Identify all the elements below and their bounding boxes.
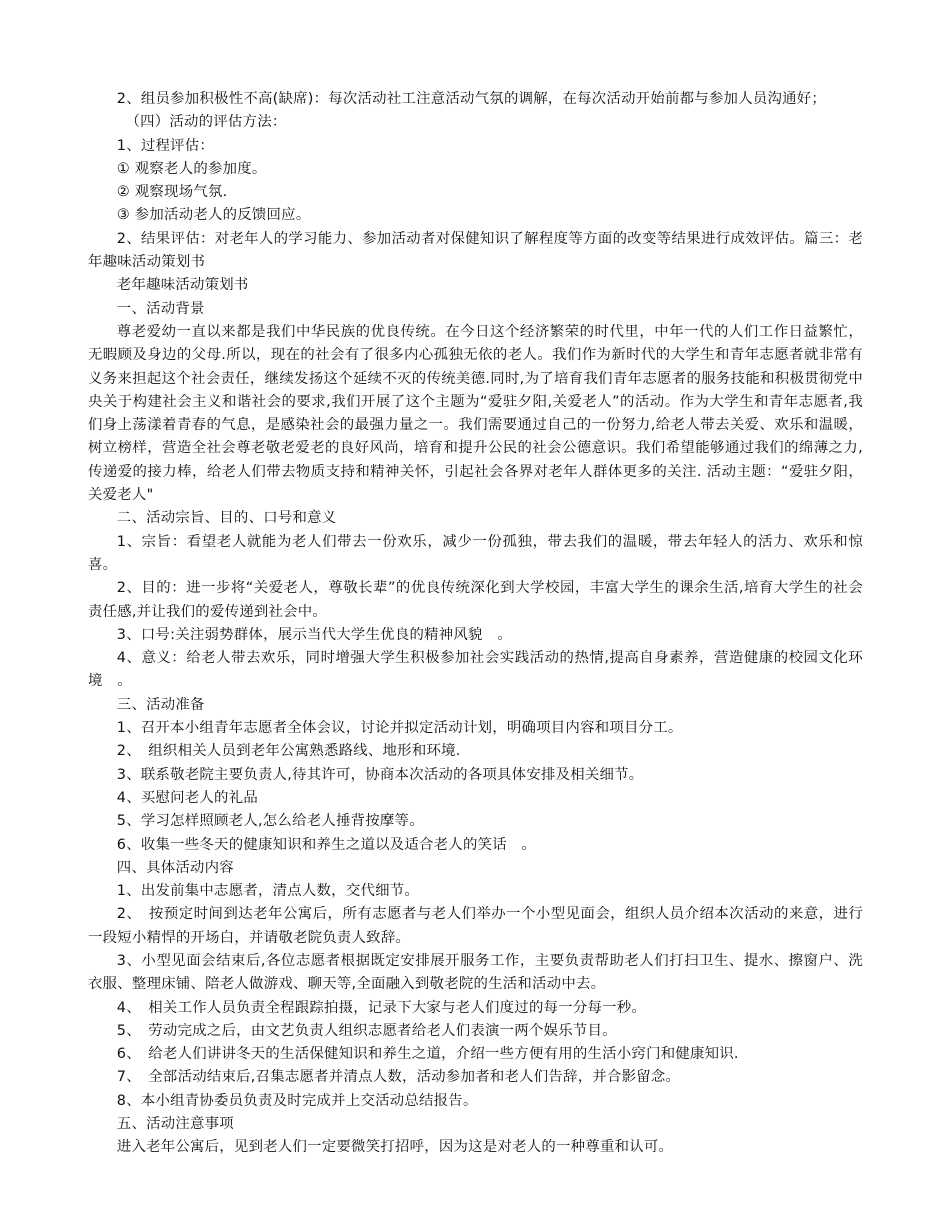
section-heading: 二、活动宗旨、目的、口号和意义	[116, 510, 337, 527]
paragraph: 1、宗旨：看望老人就能为老人们带去一份欢乐，减少一份孤独，带去我们的温暖，带去年轻人的活力、欢乐和惊喜。	[88, 533, 863, 573]
paragraph: 1、过程评估：	[116, 137, 215, 154]
paragraph: （四）活动的评估方法：	[125, 114, 287, 131]
paragraph: ② 观察现场气氛.	[116, 184, 228, 201]
paragraph: 2、目的：进一步将“关爱老人，尊敬长辈”的优良传统深化到大学校园，丰富大学生的课余生活,培育大学生的社会责任感,并让我们的爱传递到社会中。	[88, 580, 863, 620]
paragraph: 2、 组织相关人员到老年公寓熟悉路线、地形和环境.	[116, 743, 461, 760]
section-heading: 三、活动准备	[116, 696, 205, 713]
document-body	[88, 88, 863, 1160]
section-heading: 一、活动背景	[116, 300, 205, 317]
paragraph: 6、 给老人们讲讲冬天的生活保健知识和养生之道，介绍一些方便有用的生活小窍门和健康知识.	[116, 1046, 739, 1063]
paragraph: 4、 相关工作人员负责全程跟踪拍摄，记录下大家与老人们度过的每一分每一秒。	[116, 999, 647, 1016]
section-title: 老年趣味活动策划书	[116, 277, 249, 294]
paragraph: ③ 参加活动老人的反馈回应。	[116, 207, 311, 224]
paragraph: 2、 按预定时间到达老年公寓后，所有志愿者与老人们举办一个小型见面会，组织人员介绍本次活动的来意，进行一段短小精悍的开场白，并请敬老院负责人致辞。	[88, 906, 863, 946]
paragraph: 1、出发前集中志愿者，清点人数，交代细节。	[116, 883, 420, 900]
paragraph: 6、收集一些冬天的健康知识和养生之道以及适合老人的笑话 。	[116, 836, 537, 853]
paragraph: 2、组员参加积极性不高(缺席)：每次活动社工注意活动气氛的调解，在每次活动开始前都与参加人员沟通好；	[116, 91, 827, 107]
paragraph: 5、学习怎样照顾老人,怎么给老人捶背按摩等。	[116, 813, 424, 830]
paragraph: 8、本小组青协委员负责及时完成并上交活动总结报告。	[116, 1092, 478, 1109]
paragraph: 进入老年公寓后，见到老人们一定要微笑打招呼，因为这是对老人的一种尊重和认可。	[116, 1139, 674, 1156]
paragraph: ① 观察老人的参加度。	[116, 160, 267, 177]
paragraph: 3、口号:关注弱势群体，展示当代大学生优良的精神风貌 。	[116, 626, 512, 643]
section-heading: 五、活动注意事项	[116, 1116, 234, 1133]
paragraph: 7、 全部活动结束后,召集志愿者并清点人数，活动参加者和老人们告辞，并合影留念。	[116, 1069, 681, 1086]
paragraph: 尊老爱幼一直以来都是我们中华民族的优良传统。在今日这个经济繁荣的时代里，中年一代的人们工作日益繁忙，无暇顾及身边的父母.所以，现在的社会有了很多内心孤独无依的老人。我们作为新时代的大学生和青年志愿者就非常有义务来担起这个社会责任，继续发扬这个延续不灭的传统美德.同时,为了培育我们青年志愿者的服务技能和积极贯彻党中央关于构建社会主义和谐社会的要求,我们开展了这个主题为“爱驻夕阳,关爱老人”的活动。作为大学生和青年志愿者,我们身上荡漾着青春的气息，是感染社会的最强力量之一。我们需要通过自己的一份努力,给老人带去关爱、欢乐和温暖，树立榜样，营造全社会尊老敬老爱老的良好风尚，培育和提升公民的社会公德意识。我们希望能够通过我们的绵薄之力,传递爱的接力棒，给老人们带去物质支持和精神关怀，引起社会各界对老年人群体更多的关注. 活动主题：“爱驻夕阳，关爱老人"	[88, 323, 863, 504]
paragraph: 4、买慰问老人的礼品	[116, 789, 258, 806]
paragraph: 3、小型见面会结束后,各位志愿者根据既定安排展开服务工作，主要负责帮助老人们打扫卫生、提水、擦窗户、洗衣服、整理床铺、陪老人做游戏、聊天等,全面融入到敬老院的生活和活动中去。	[88, 952, 863, 993]
paragraph: 3、联系敬老院主要负责人,待其许可，协商本次活动的各项具体安排及相关细节。	[116, 766, 644, 783]
paragraph: 2、结果评估：对老年人的学习能力、参加活动者对保健知识了解程度等方面的改变等结果进行成效评估。篇三：老年趣味活动策划书	[88, 230, 863, 271]
paragraph: 5、 劳动完成之后，由文艺负责人组织志愿者给老人们表演一两个娱乐节目。	[116, 1022, 617, 1039]
paragraph: 4、意义：给老人带去欢乐，同时增强大学生积极参加社会实践活动的热情,提高自身素养，营造健康的校园文化环境 。	[88, 650, 863, 690]
section-heading: 四、具体活动内容	[116, 859, 234, 876]
paragraph: 1、召开本小组青年志愿者全体会议，讨论并拟定活动计划，明确项目内容和项目分工。	[116, 720, 683, 737]
